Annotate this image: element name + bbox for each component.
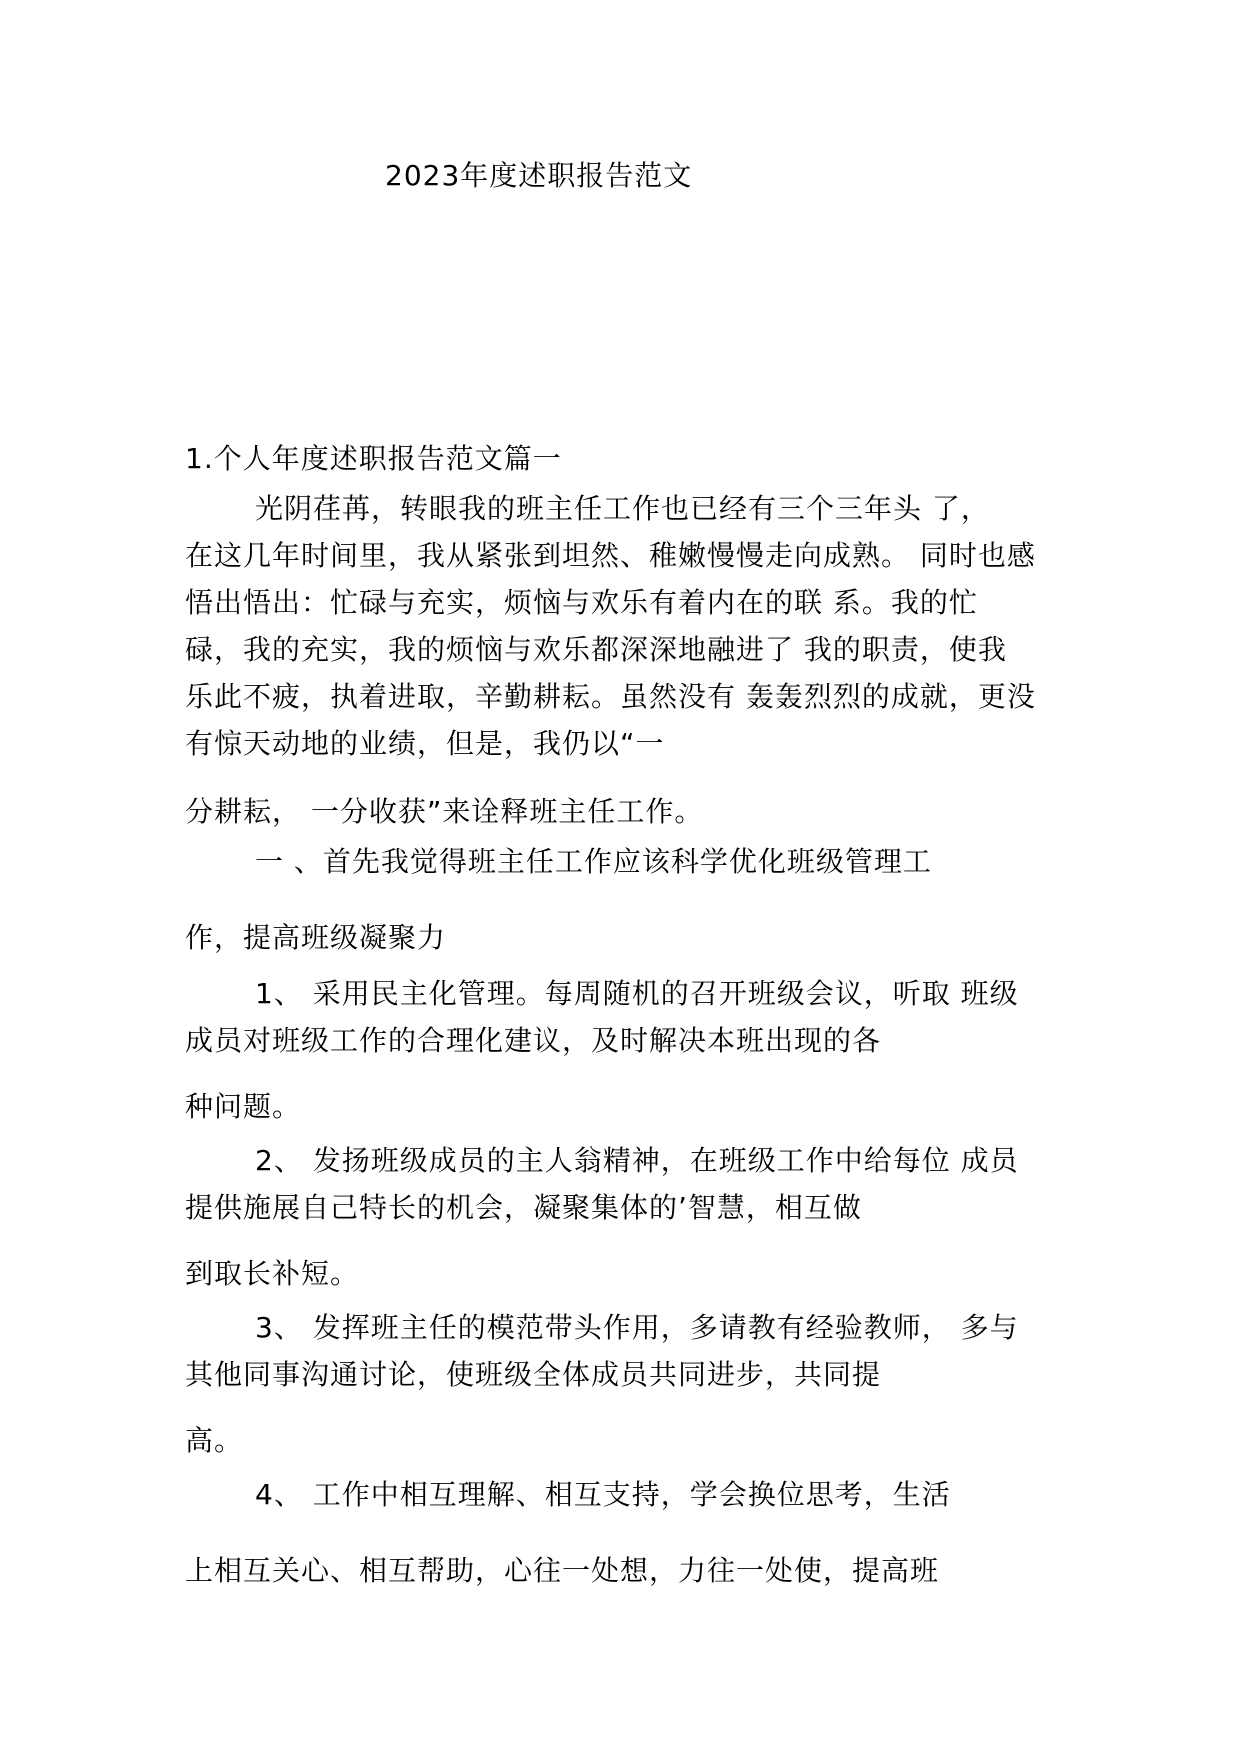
body-line: 成员对班级工作的合理化建议，及时解决本班出现的各 bbox=[185, 1024, 882, 1057]
body-line: 光阴荏苒，转眼我的班主任工作也已经有三个三年头 了， bbox=[255, 492, 990, 525]
list-item-line: 3、 发挥班主任的模范带头作用，多请教有经验教师， 多与 bbox=[255, 1311, 1019, 1344]
list-item-line: 1、 采用民主化管理。每周随机的召开班级会议，听取 班级 bbox=[255, 977, 1019, 1010]
list-item-line: 4、 工作中相互理解、相互支持，学会换位思考，生活 bbox=[255, 1478, 951, 1511]
body-line: 上相互关心、相互帮助，心往一处想，力往一处使，提高班 bbox=[185, 1554, 940, 1587]
body-line: 在这几年时间里，我从紧张到坦然、稚嫩慢慢走向成熟。 同时也感 bbox=[185, 539, 1036, 572]
list-item-line: 2、 发扬班级成员的主人翁精神，在班级工作中给每位 成员 bbox=[255, 1144, 1019, 1177]
body-line: 其他同事沟通讨论，使班级全体成员共同进步，共同提 bbox=[185, 1358, 882, 1391]
body-line: 碌，我的充实，我的烦恼与欢乐都深深地融进了 我的职责，使我 bbox=[185, 633, 1007, 666]
body-line: 乐此不疲，执着进取，辛勤耕耘。虽然没有 轰轰烈烈的成就，更没 bbox=[185, 680, 1036, 713]
body-line: 种问题。 bbox=[185, 1090, 302, 1123]
body-line: 到取长补短。 bbox=[185, 1257, 360, 1290]
body-line: 分耕耘， 一分收获”来诠释班主任工作。 bbox=[185, 795, 704, 828]
body-line: 有惊天动地的业绩，但是，我仍以“一 bbox=[185, 727, 665, 760]
body-line: 悟出悟出：忙碌与充实，烦恼与欢乐有着内在的联 系。我的忙 bbox=[185, 586, 978, 619]
body-line: 一 、首先我觉得班主任工作应该科学优化班级管理工 bbox=[255, 845, 932, 878]
body-line: 作，提高班级凝聚力 bbox=[185, 921, 447, 954]
document-title: 2023年度述职报告范文 bbox=[385, 159, 693, 192]
body-line: 高。 bbox=[185, 1424, 244, 1457]
section-heading: 1.个人年度述职报告范文篇一 bbox=[185, 442, 562, 475]
body-line: 提供施展自己特长的机会，凝聚集体的’智慧，相互做 bbox=[185, 1191, 862, 1224]
